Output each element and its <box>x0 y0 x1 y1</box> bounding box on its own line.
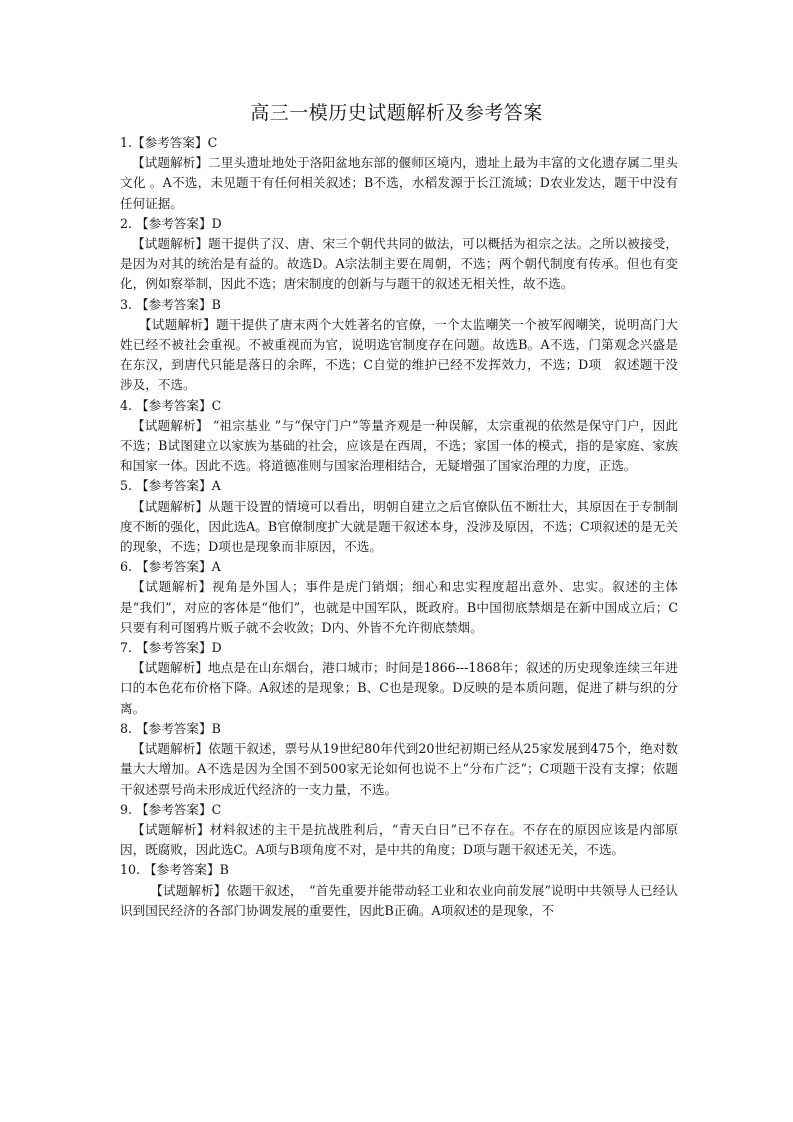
question-item-5 <box>120 476 678 557</box>
analysis-text: 【试题解析】材料叙述的主干是抗战胜利后，“青天白日”已不存在。不存在的原因应该是内部原因，既腐败，因此选C。A项与B项角度不对，是中共的角度；D项与题干叙述无关，不选。 <box>120 821 678 858</box>
question-item-3 <box>120 295 678 396</box>
answer-label: 2. 【参考答案】D <box>120 215 222 231</box>
question-item-6 <box>120 557 678 638</box>
analysis-text: 【试题解析】地点是在山东烟台，港口城市；时间是1866---1868年；叙述的历史现象连续三年进口的本色花布价格下降。A叙述的是现象；B、C也是现象。D反映的是本质问题，促进了耕与织的分离。 <box>120 660 678 716</box>
question-item-4 <box>120 396 678 477</box>
analysis-text: 【试题解析】 “祖宗基业 ”与“保守门户”等量齐观是一种误解，太宗重视的依然是保守门户，因此不选；B试图建立以家族为基础的社会，应该是在西周，不选；家国一体的模式，指的是家庭、家族和国家一体。因此不选。将道德准则与国家治理相结合，无疑增强了国家治理的力度，正选。 <box>120 417 678 474</box>
question-item-7 <box>120 638 678 719</box>
question-item-1 <box>120 133 678 214</box>
analysis-text: 【试题解析】题干提供了汉、唐、宋三个朝代共同的做法，可以概括为祖宗之法。之所以被接受，是因为对其的统治是有益的。故选D。A宗法制主要在周朝，不选；两个朝代制度有传承。但也有变化，例如察举制，因此不选；唐宋制度的创新与与题干的叙述无相关性，故不选。 <box>120 236 678 292</box>
answer-label: 9. 【参考答案】C <box>120 801 222 817</box>
analysis-text: 【试题解析】依题干叙述， “首先重要并能带动轻工业和农业向前发展”说明中共领导人已经认识到国民经济的各部门协调发展的重要性，因此B正确。A项叙述的是现象，不 <box>120 882 678 918</box>
analysis-text: 【试题解析】视角是外国人；事件是虎门销烟；细心和忠实程度超出意外、忠实。叙述的主体是“我们”，对应的客体是“他们”，也就是中国军队，既政府。B中国彻底禁烟是在新中国成立后；C只要有利可图鸦片贩子就不会收敛；D内、外皆不允许彻底禁烟。 <box>120 579 678 635</box>
answer-label: 4. 【参考答案】C <box>120 397 222 413</box>
analysis-text: 【试题解析】题干提供了唐末两个大姓著名的官僚，一个太监嘲笑一个被军阀嘲笑，说明高门大姓已经不被社会重视。不被重视而为官，说明选官制度存在问题。故选B。A不选，门第观念兴盛是在东汉，到唐代只能是落日的余晖，不选；C自觉的维护已经不发挥效力，不选；D项 叙述题干没涉及，不选。 <box>120 316 678 393</box>
question-item-8 <box>120 719 678 800</box>
page-title: 高三一模历史试题解析及参考答案 <box>250 102 543 124</box>
answer-label: 1.【参考答案】C <box>120 135 218 150</box>
answer-label: 5. 【参考答案】A <box>120 478 221 494</box>
answer-label: 6. 【参考答案】A <box>120 559 221 575</box>
answer-label: 3. 【参考答案】B <box>120 296 221 312</box>
answer-label: 8. 【参考答案】B <box>120 720 221 736</box>
question-item-9 <box>120 800 678 861</box>
answer-label: 10. 【参考答案】B <box>120 862 229 878</box>
question-item-10 <box>120 860 678 921</box>
analysis-text: 【试题解析】从题干设置的情境可以看出，明朝自建立之后官僚队伍不断壮大，其原因在于专制制度不断的强化，因此选A。B官僚制度扩大就是题干叙述本身，没涉及原因，不选；C项叙述的是无关的现象，不选；D项也是现象而非原因，不选。 <box>120 498 678 555</box>
question-item-2 <box>120 214 678 295</box>
analysis-text: 【试题解析】二里头遗址地处于洛阳盆地东部的偃师区境内，遗址上最为丰富的文化遗存属二里头文化 。A不选，未见题干有任何相关叙述；B不选，水稻发源于长江流域；D农业发达，题干中没有任何证据。 <box>120 155 678 211</box>
answer-label: 7. 【参考答案】D <box>120 640 222 656</box>
analysis-text: 【试题解析】依题干叙述，票号从19世纪80年代到20世纪初期已经从25家发展到475个，绝对数量大大增加。A不选是因为全国不到500家无论如何也说不上“分布广泛”；C项题干没有支撑；依题干叙述票号尚未形成近代经济的一支力量，不选。 <box>120 741 678 797</box>
answer-list <box>120 133 678 921</box>
